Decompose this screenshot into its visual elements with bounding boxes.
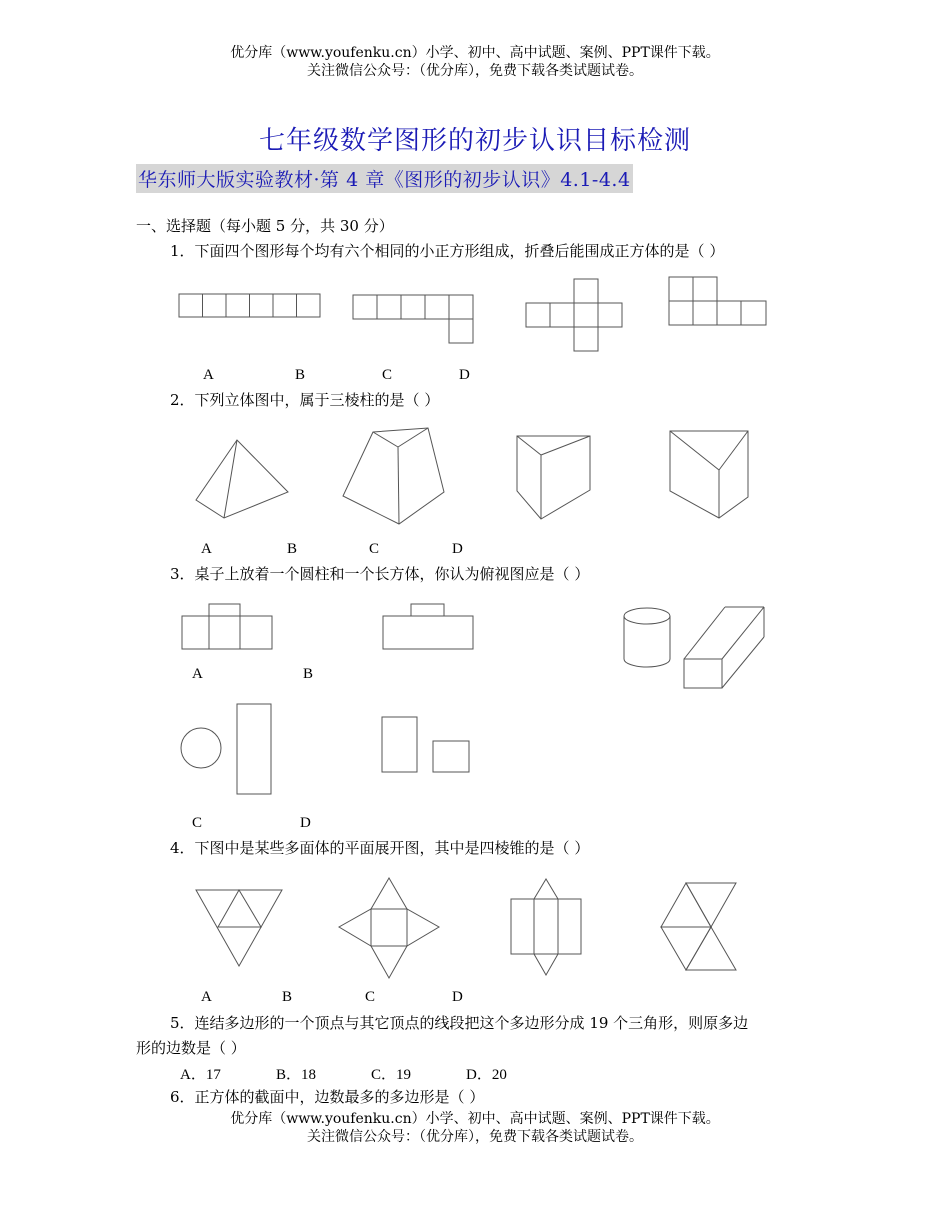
question-2-text: 2．下列立体图中，属于三棱柱的是（ ） (170, 391, 440, 409)
q1-label-b: B (295, 367, 306, 383)
q1-label-d: D (459, 367, 470, 383)
q4-label-d: D (452, 989, 463, 1005)
question-5-text-line-2: 形的边数是（ ） (136, 1039, 246, 1057)
question-4-text: 4．下图中是某些多面体的平面展开图，其中是四棱锥的是（ ） (170, 839, 590, 857)
q3-label-b: B (303, 666, 314, 682)
q4-label-a: A (201, 989, 212, 1005)
q2-label-a: A (201, 541, 212, 557)
page-title: 七年级数学图形的初步认识目标检测 (258, 126, 691, 156)
q3-label-a: A (192, 666, 203, 682)
q2-label-c: C (369, 541, 380, 557)
question-6-text: 6．正方体的截面中，边数最多的多边形是（ ） (170, 1088, 485, 1106)
q4-net-a (196, 890, 282, 966)
q5-option-b: B．18 (276, 1067, 317, 1083)
q1-label-c: C (382, 367, 393, 383)
q5-option-a: A．17 (180, 1067, 221, 1083)
question-5-text-line-1: 5．连结多边形的一个顶点与其它顶点的线段把这个多边形分成 19 个三角形，则原多边 (170, 1014, 749, 1032)
q4-net-d (661, 883, 736, 970)
q2-label-d: D (452, 541, 463, 557)
q5-option-d: D．20 (466, 1067, 507, 1083)
footer-line-2: 关注微信公众号：（优分库），免费下载各类试题试卷。 (307, 1129, 643, 1145)
question-3-text: 3．桌子上放着一个圆柱和一个长方体，你认为俯视图应是（ ） (170, 565, 590, 583)
q4-net-c (511, 879, 581, 975)
q5-option-c: C．19 (371, 1067, 412, 1083)
footer-line-1: 优分库（www.youfenku.cn）小学、初中、高中试题、案例、PPT课件下载。 (230, 1111, 720, 1127)
q4-net-b (339, 878, 439, 978)
page-subtitle: 华东师大版实验教材·第 4 章《图形的初步认识》4.1-4.4 (136, 164, 633, 193)
header-line-1: 优分库（www.youfenku.cn）小学、初中、高中试题、案例、PPT课件下载。 (230, 45, 720, 61)
question-1-text: 1．下面四个图形每个均有六个相同的小正方形组成，折叠后能围成正方体的是（ ） (170, 242, 725, 260)
q4-label-c: C (365, 989, 376, 1005)
q4-label-b: B (282, 989, 293, 1005)
q2-label-b: B (287, 541, 298, 557)
header-line-2: 关注微信公众号：（优分库），免费下载各类试题试卷。 (307, 63, 643, 79)
q3-label-d: D (300, 815, 311, 831)
q1-label-a: A (203, 367, 214, 383)
section-heading: 一、选择题（每小题 5 分，共 30 分） (136, 217, 394, 235)
q3-label-c: C (192, 815, 203, 831)
